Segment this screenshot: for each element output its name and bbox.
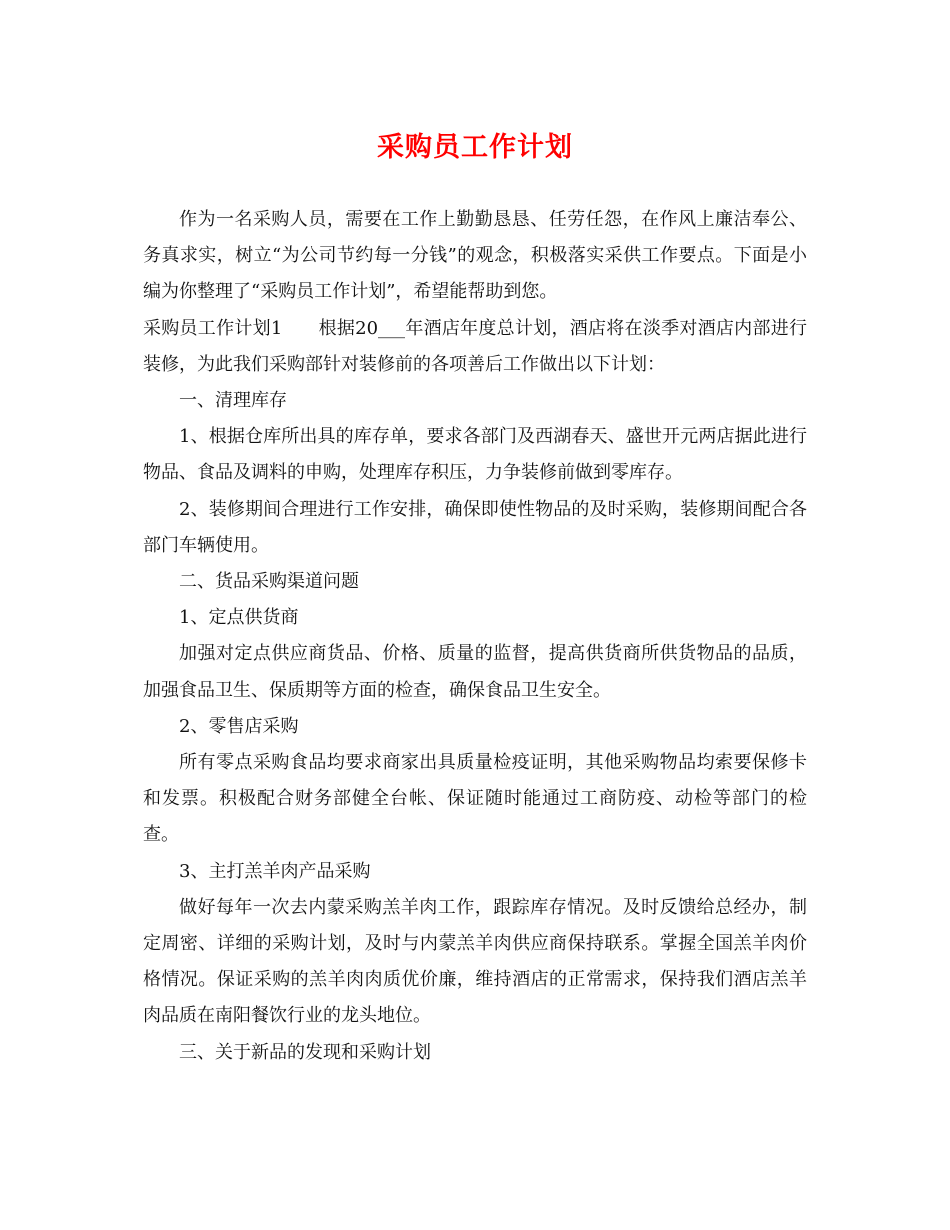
subheading-2-2: 2、零售店采购 <box>179 715 299 737</box>
document-title: 采购员工作计划 <box>377 132 573 163</box>
intro-paragraph: 作为一名采购人员，需要在工作上勤勤恳恳、任劳任怨，在作风上廉洁奉公、务真求实，树立“为公司节约每一分钱”的观念，积极落实采供工作要点。下面是小编为你整理了“采购员工作计划”，希望能帮助到您。 <box>143 209 807 303</box>
subheading-2-3: 3、主打羔羊肉产品采购 <box>179 860 371 882</box>
plan-1-text: 根据20___年酒店年度总计划，酒店将在淡季对酒店内部进行装修，为此我们采购部针对装修前的各项善后工作做出以下计划： <box>143 317 807 375</box>
plan-1-label: 采购员工作计划1 <box>143 317 283 339</box>
section-heading-2: 二、货品采购渠道问题 <box>179 571 359 593</box>
paragraph-2-1: 加强对定点供应商货品、价格、质量的监督，提高供货商所供货物品的品质，加强食品卫生、保质期等方面的检查，确保食品卫生安全。 <box>143 643 807 701</box>
paragraph-2-3: 做好每年一次去内蒙采购羔羊肉工作，跟踪库存情况。及时反馈给总经办，制定周密、详细的采购计划，及时与内蒙羔羊肉供应商保持联系。掌握全国羔羊肉价格情况。保证采购的羔羊肉肉质优价廉，维持酒店的正常需求，保持我们酒店羔羊肉品质在南阳餐饮行业的龙头地位。 <box>143 896 807 1027</box>
document-body <box>143 202 807 1071</box>
section-heading-1: 一、清理库存 <box>179 390 287 412</box>
plan-1-paragraph <box>143 311 807 383</box>
subheading-2-1: 1、定点供货商 <box>179 607 299 629</box>
paragraph-2-2: 所有零点采购食品均要求商家出具质量检疫证明，其他采购物品均索要保修卡和发票。积极配合财务部健全台帐、保证随时能通过工商防疫、动检等部门的检查。 <box>143 752 807 846</box>
section-heading-3: 三、关于新品的发现和采购计划 <box>179 1041 431 1063</box>
section-1-item-1: 1、根据仓库所出具的库存单，要求各部门及西湖春天、盛世开元两店据此进行物品、食品及调料的申购，处理库存积压，力争装修前做到零库存。 <box>143 426 807 484</box>
section-1-item-2: 2、装修期间合理进行工作安排，确保即使性物品的及时采购，装修期间配合各部门车辆使用。 <box>143 498 807 556</box>
